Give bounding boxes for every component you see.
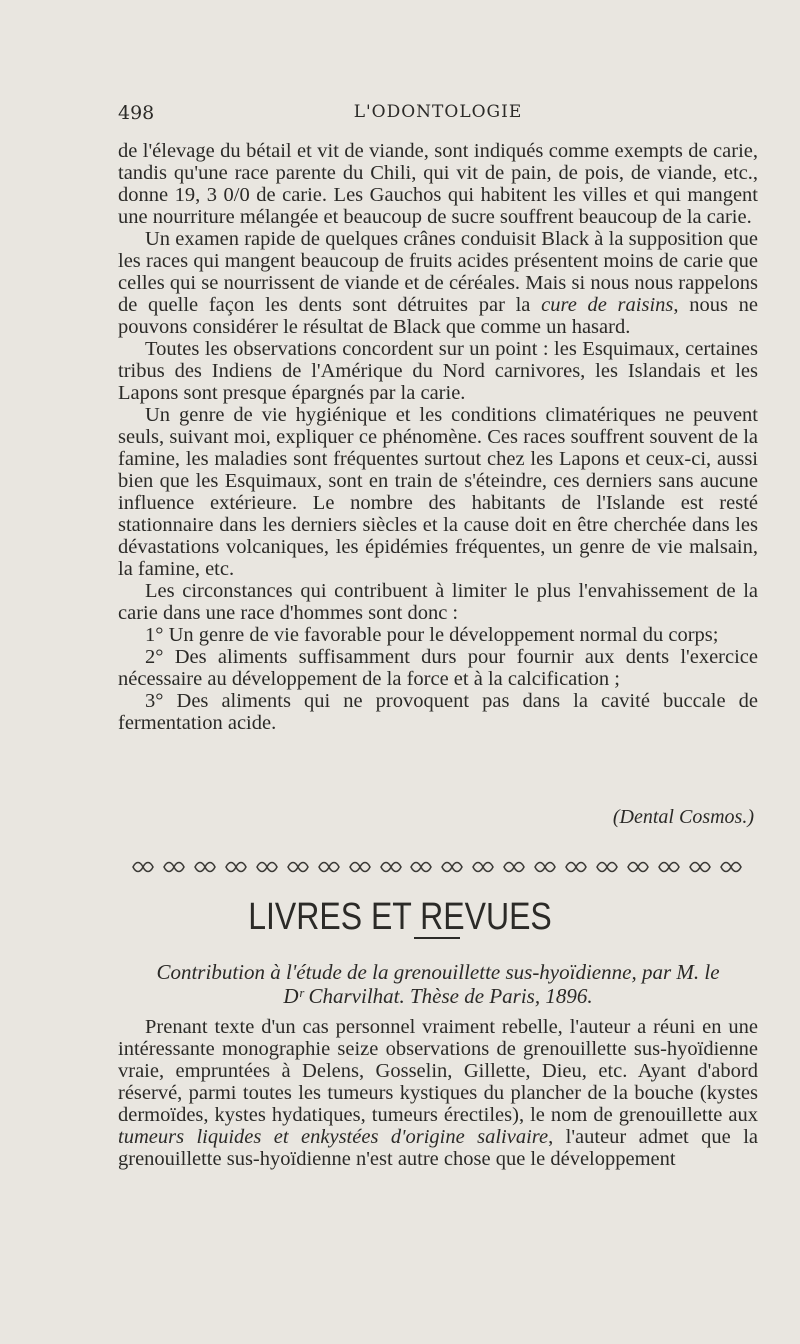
paragraph-text: , nous ne pouvons considérer le résultat de Black que comme un hasard. xyxy=(118,294,759,338)
paragraph-text: Un examen rapide de quelques crânes conduisit Black à la supposition que les races qui mangent beaucoup de fruits acides présentent moins de carie que celles qui se nourrissent de viande et de céréales. Mais si nous nous rappelons de quelle façon les dents sont détruites par la xyxy=(118,228,758,316)
review-body xyxy=(118,1016,758,1170)
title-rule xyxy=(414,937,460,939)
paragraph: Un genre de vie hygiénique et les conditions climatériques ne peuvent seuls, suivant moi, expliquer ce phénomène. Ces races souffrent souvent de la famine, les maladies sont fréquentes surtout chez les Lapons et ceux-ci, aussi bien que les Esquimaux, sont en train de s'éteindre, ces derniers sans aucune influence extérieure. Le nombre des habitants de l'Islande est resté stationnaire dans les derniers siècles et la cause doit en être cherchée dans les dévastations volcaniques, les épidémies fréquentes, un genre de vie malsain, la famine, etc. xyxy=(118,404,758,580)
emphasis-text: tumeurs liquides et enkystées d'origine salivaire xyxy=(118,1126,549,1148)
list-item: 1° Un genre de vie favorable pour le développement normal du corps; xyxy=(145,624,719,646)
ornament-icon xyxy=(627,858,649,870)
ornament-icon xyxy=(441,858,463,870)
paragraph xyxy=(118,1016,758,1170)
ornament-icon xyxy=(565,858,587,870)
ornament-icon xyxy=(163,858,185,870)
section-title: LIVRES ET REVUES xyxy=(248,894,552,938)
ornament-icon xyxy=(720,858,742,870)
list-item: 3° Des aliments qui ne provoquent pas dans la cavité buccale de fermentation acide. xyxy=(118,690,758,734)
paragraph: de l'élevage du bétail et vit de viande, sont indiqués comme exempts de carie, tandis qu'une race parente du Chili, qui vit de pain, de pois, de viande, etc., donne 19, 3 0/0 de carie. Les Gauchos qui habitent les villes et qui mangent une nourriture mélangée et beaucoup de sucre souffrent beaucoup de la carie. xyxy=(118,140,758,228)
ornament-icon xyxy=(534,858,556,870)
ornament-icon xyxy=(689,858,711,870)
list-item: 2° Des aliments suffisamment durs pour fournir aux dents l'exercice nécessaire au développement de la force et à la calcification ; xyxy=(118,646,758,690)
ornament-divider xyxy=(132,853,742,875)
page-number: 498 xyxy=(118,102,155,124)
ornament-icon xyxy=(503,858,525,870)
ornament-icon xyxy=(410,858,432,870)
review-title-line: Dʳ Charvilhat. Thèse de Paris, 1896. xyxy=(283,984,593,1008)
ornament-icon xyxy=(225,858,247,870)
ornament-icon xyxy=(658,858,680,870)
emphasis-text: cure de raisins xyxy=(541,294,674,316)
paragraph-text: Prenant texte d'un cas personnel vraiment rebelle, l'auteur a réuni en une intéressante monographie seize observations de grenouillette sus-hyoïdienne vraie, empruntées à Delens, Gosselin, Gillette, Dieu, etc. Ayant d'abord réservé, parmi toutes les tumeurs kystiques du plancher de la bouche (kystes dermoïdes, kystes hydatiques, tumeurs érectiles), le nom de grenouillette aux xyxy=(118,1016,758,1126)
source-citation: (Dental Cosmos.) xyxy=(612,806,754,828)
ornament-icon xyxy=(380,858,402,870)
ornament-icon xyxy=(349,858,371,870)
page-header xyxy=(118,102,758,128)
article-continuation xyxy=(118,140,758,734)
ornament-icon xyxy=(132,858,154,870)
paragraph xyxy=(118,228,758,338)
paragraph-text: , l'auteur admet que la grenouillette sus-hyoïdienne n'est autre chose que le développement xyxy=(118,1126,758,1170)
paragraph: Les circonstances qui contribuent à limiter le plus l'envahissement de la carie dans une race d'hommes sont donc : xyxy=(118,580,758,624)
running-head: L'ODONTOLOGIE xyxy=(353,102,523,122)
review-title-line: Contribution à l'étude de la grenouillette sus-hyoïdienne, par M. le xyxy=(156,960,720,984)
ornament-icon xyxy=(318,858,340,870)
ornament-icon xyxy=(596,858,618,870)
review-title xyxy=(118,960,758,1008)
ornament-icon xyxy=(472,858,494,870)
paragraph: Toutes les observations concordent sur un point : les Esquimaux, certaines tribus des Indiens de l'Amérique du Nord carnivores, les Islandais et les Lapons sont presque épargnés par la carie. xyxy=(118,338,758,404)
ornament-icon xyxy=(256,858,278,870)
ornament-icon xyxy=(287,858,309,870)
ornament-icon xyxy=(194,858,216,870)
